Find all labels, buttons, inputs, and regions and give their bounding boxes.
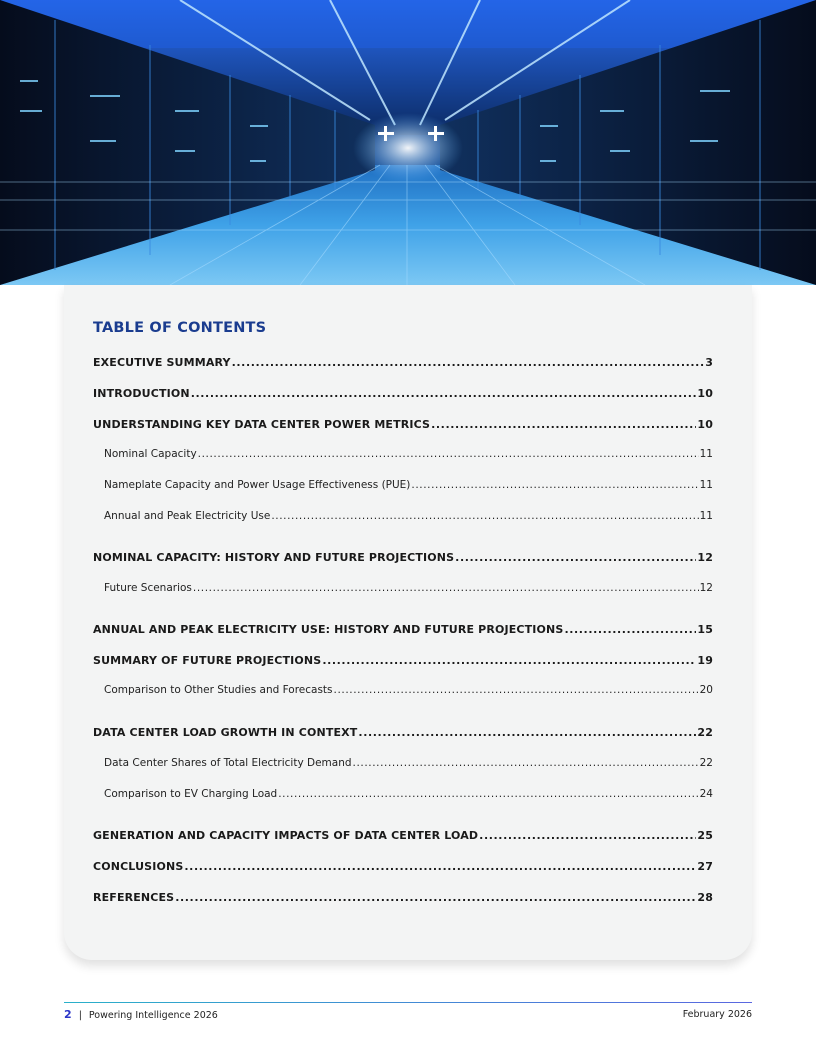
footer-separator: | xyxy=(78,1010,82,1021)
toc-entry-section[interactable] xyxy=(93,726,713,742)
toc-dot-leader xyxy=(193,582,699,594)
toc-entry-page: 20 xyxy=(699,684,713,696)
toc-entry-label: UNDERSTANDING KEY DATA CENTER POWER METRICS xyxy=(93,418,431,431)
toc-entry-label: SUMMARY OF FUTURE PROJECTIONS xyxy=(93,654,322,667)
toc-entry-subsection[interactable] xyxy=(104,448,713,464)
server-aisle-illustration xyxy=(0,0,816,285)
toc-entry-page: 10 xyxy=(697,418,713,431)
toc-entry-subsection[interactable] xyxy=(104,479,713,495)
toc-entry-page: 27 xyxy=(697,860,713,873)
hero-image-data-center xyxy=(0,0,816,285)
toc-dot-leader xyxy=(198,448,699,460)
toc-heading: TABLE OF CONTENTS xyxy=(93,320,267,336)
toc-entry-page: 3 xyxy=(705,356,713,369)
toc-entry-label: GENERATION AND CAPACITY IMPACTS OF DATA CENTER LOAD xyxy=(93,829,479,842)
toc-entry-subsection[interactable] xyxy=(104,582,713,598)
toc-dot-leader xyxy=(278,788,698,800)
toc-dot-leader xyxy=(455,551,696,564)
toc-entry-section[interactable] xyxy=(93,418,713,434)
toc-entry-label: Nameplate Capacity and Power Usage Effectiveness (PUE) xyxy=(104,479,411,491)
toc-dot-leader xyxy=(175,891,696,904)
toc-entry-page: 12 xyxy=(697,551,713,564)
toc-entry-page: 24 xyxy=(699,788,713,800)
toc-entry-label: ANNUAL AND PEAK ELECTRICITY USE: HISTORY AND FUTURE PROJECTIONS xyxy=(93,623,564,636)
toc-entry-page: 22 xyxy=(697,726,713,739)
toc-entry-label: Nominal Capacity xyxy=(104,448,197,460)
toc-entry-page: 11 xyxy=(699,448,713,460)
toc-entry-label: INTRODUCTION xyxy=(93,387,190,400)
toc-entry-subsection[interactable] xyxy=(104,788,713,804)
toc-dot-leader xyxy=(191,387,697,400)
toc-entry-label: EXECUTIVE SUMMARY xyxy=(93,356,231,369)
toc-entry-page: 22 xyxy=(699,757,713,769)
toc-dot-leader xyxy=(479,829,696,842)
toc-entry-page: 11 xyxy=(699,510,713,522)
toc-entry-subsection[interactable] xyxy=(104,510,713,526)
toc-entry-subsection[interactable] xyxy=(104,757,713,773)
toc-entry-subsection[interactable] xyxy=(104,684,713,700)
toc-dot-leader xyxy=(271,510,698,522)
toc-dot-leader xyxy=(353,757,699,769)
toc-card xyxy=(64,285,752,960)
toc-dot-leader xyxy=(411,479,698,491)
toc-dot-leader xyxy=(564,623,696,636)
footer-page-number: 2 xyxy=(64,1008,72,1021)
toc-entry-section[interactable] xyxy=(93,891,713,907)
toc-entry-label: CONCLUSIONS xyxy=(93,860,184,873)
toc-entry-section[interactable] xyxy=(93,551,713,567)
footer-report-name: Powering Intelligence 2026 xyxy=(88,1010,218,1021)
toc-entry-section[interactable] xyxy=(93,860,713,876)
toc-entry-section[interactable] xyxy=(93,654,713,670)
toc-entry-page: 25 xyxy=(697,829,713,842)
toc-entry-label: Comparison to Other Studies and Forecasts xyxy=(104,684,333,696)
toc-entry-label: Annual and Peak Electricity Use xyxy=(104,510,271,522)
toc-dot-leader xyxy=(232,356,705,369)
toc-entry-label: Comparison to EV Charging Load xyxy=(104,788,278,800)
toc-entry-section[interactable] xyxy=(93,623,713,639)
toc-dot-leader xyxy=(358,726,696,739)
toc-entry-page: 11 xyxy=(699,479,713,491)
toc-entry-page: 28 xyxy=(697,891,713,904)
toc-entry-label: Data Center Shares of Total Electricity Demand xyxy=(104,757,352,769)
toc-entry-page: 12 xyxy=(699,582,713,594)
toc-entry-page: 19 xyxy=(697,654,713,667)
toc-entry-section[interactable] xyxy=(93,829,713,845)
toc-entry-section[interactable] xyxy=(93,356,713,372)
toc-entry-section[interactable] xyxy=(93,387,713,403)
toc-entry-label: NOMINAL CAPACITY: HISTORY AND FUTURE PROJECTIONS xyxy=(93,551,455,564)
footer-date: February 2026 xyxy=(682,1009,752,1020)
toc-entry-page: 10 xyxy=(697,387,713,400)
toc-dot-leader xyxy=(431,418,696,431)
toc-entry-label: REFERENCES xyxy=(93,891,175,904)
toc-dot-leader xyxy=(322,654,696,667)
toc-dot-leader xyxy=(334,684,699,696)
footer-left xyxy=(64,1008,218,1021)
toc-entry-label: DATA CENTER LOAD GROWTH IN CONTEXT xyxy=(93,726,358,739)
toc-dot-leader xyxy=(184,860,696,873)
footer-divider xyxy=(64,1002,752,1003)
toc-entry-label: Future Scenarios xyxy=(104,582,192,594)
toc-entry-page: 15 xyxy=(697,623,713,636)
